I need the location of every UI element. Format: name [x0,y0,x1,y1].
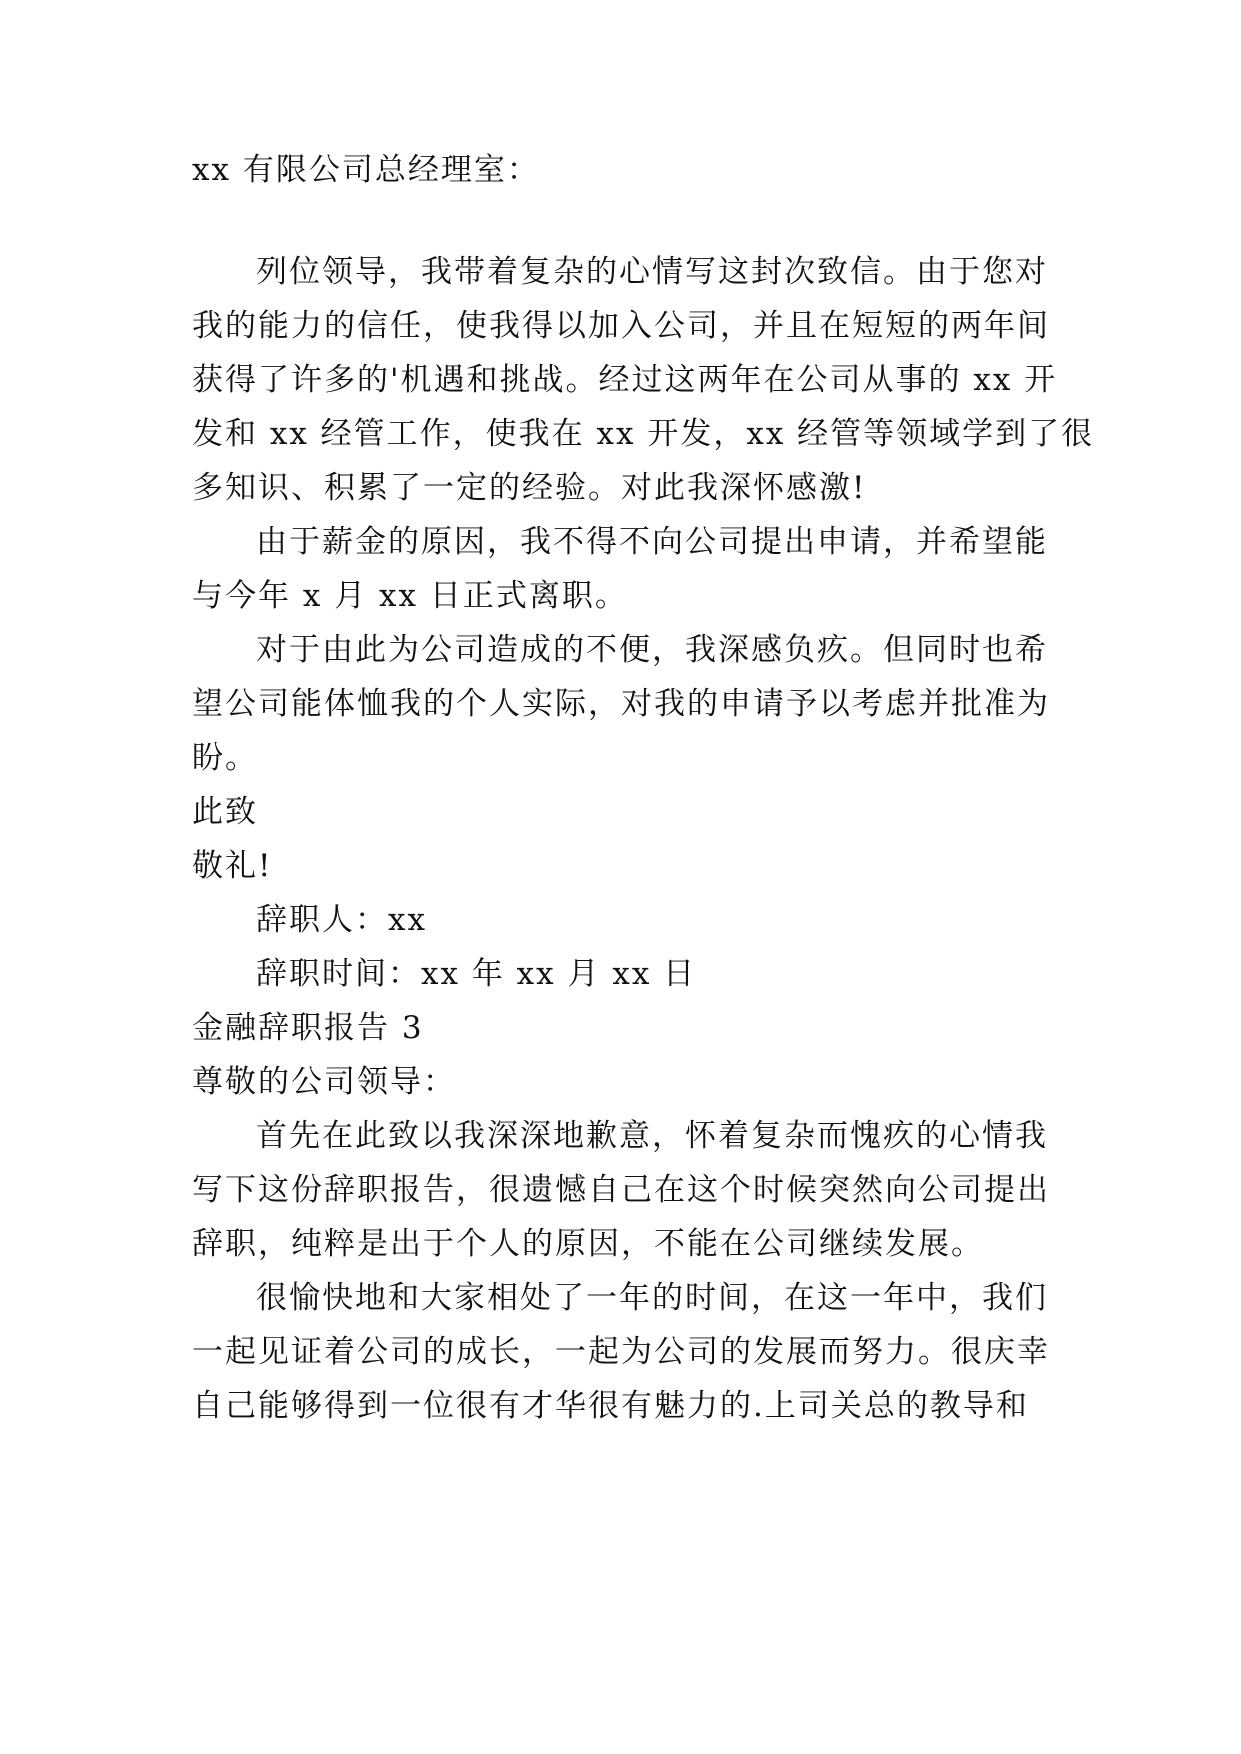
paragraph-line: 与今年 x 月 xx 日正式离职。 [192,578,628,614]
salutation: 尊敬的公司领导： [192,1064,456,1100]
paragraph-line: 很愉快地和大家相处了一年的时间，在这一年中，我们 [256,1280,1048,1316]
date-line: 辞职时间：xx 年 xx 月 xx 日 [256,956,697,992]
paragraph-line: 一起见证着公司的成长，一起为公司的发展而努力。很庆幸 [192,1334,1050,1370]
paragraph-line: 自己能够得到一位很有才华很有魅力的.上司关总的教导和 [192,1388,1029,1424]
paragraph-line: 发和 xx 经管工作，使我在 xx 开发，xx 经管等领域学到了很 [192,416,1095,452]
closing-line: 此致 [192,794,258,830]
paragraph-line: 辞职，纯粹是出于个人的原因，不能在公司继续发展。 [192,1226,984,1262]
signer-line: 辞职人：xx [256,902,427,938]
closing-line: 敬礼! [192,848,273,884]
paragraph-line: 望公司能体恤我的个人实际，对我的申请予以考虑并批准为 [192,686,1050,722]
paragraph-line: 多知识、积累了一定的经验。对此我深怀感激! [192,470,867,506]
section-heading: 金融辞职报告 3 [192,1010,424,1046]
paragraph-line: 首先在此致以我深深地歉意，怀着复杂而愧疚的心情我 [256,1118,1048,1154]
paragraph-line: 我的能力的信任，使我得以加入公司，并且在短短的两年间 [192,308,1050,344]
paragraph-line: 对于由此为公司造成的不便，我深感负疚。但同时也希 [256,632,1048,668]
paragraph-line: 列位领导，我带着复杂的心情写这封次致信。由于您对 [256,254,1048,290]
paragraph-line: 盼。 [192,740,258,776]
salutation: xx 有限公司总经理室： [192,152,540,188]
paragraph-line: 由于薪金的原因，我不得不向公司提出申请，并希望能 [256,524,1048,560]
paragraph-line: 获得了许多的'机遇和挑战。经过这两年在公司从事的 xx 开 [192,362,1058,398]
paragraph-line: 写下这份辞职报告，很遗憾自己在这个时候突然向公司提出 [192,1172,1050,1208]
